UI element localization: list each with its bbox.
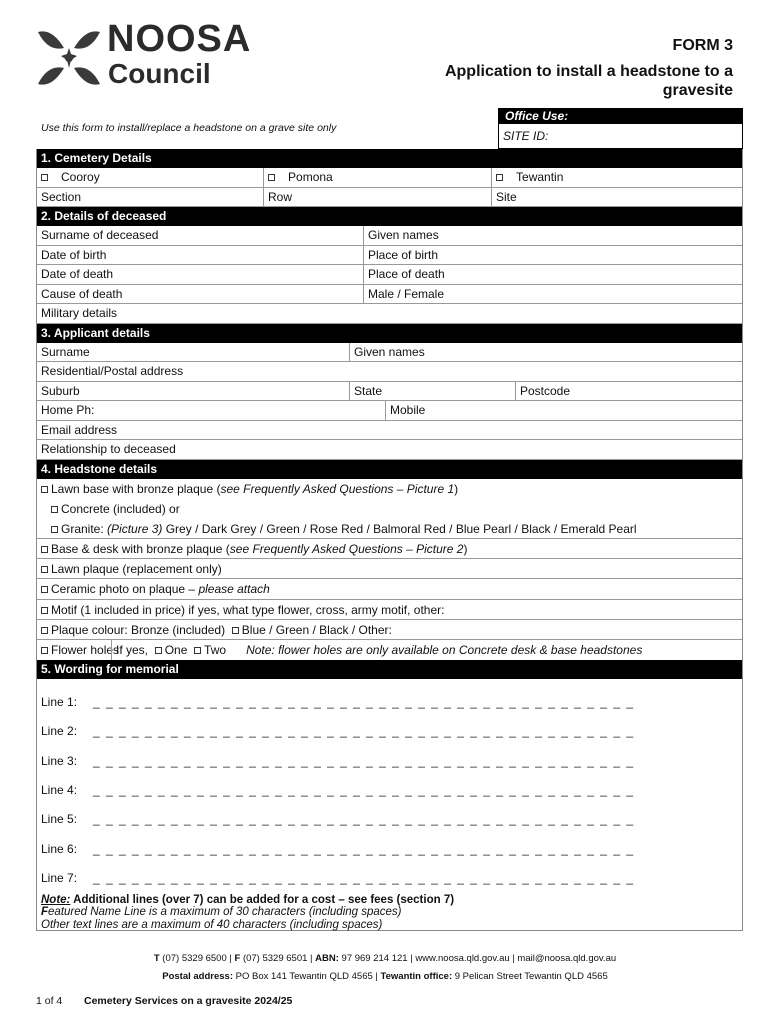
relationship-field[interactable]: Relationship to deceased bbox=[41, 442, 176, 456]
section-field[interactable]: Section bbox=[41, 189, 82, 204]
line-label: Line 7: bbox=[41, 871, 78, 886]
applicant-phone-row bbox=[37, 401, 742, 421]
form-title: Application to install a headstone to a gravesite bbox=[444, 63, 733, 99]
base-desk-row[interactable] bbox=[37, 539, 742, 559]
granite-row[interactable] bbox=[37, 519, 742, 539]
deceased-name-row bbox=[37, 226, 742, 246]
line-blank[interactable]: _ _ _ _ _ _ _ _ _ _ _ _ _ _ _ _ _ _ _ _ _ _ _ _ _ _ _ _ _ _ _ _ _ _ _ _ _ _ _ _ _ _ bbox=[93, 694, 635, 709]
colour-options: Blue / Green / Black / Other: bbox=[241, 622, 392, 637]
checkbox-icon[interactable] bbox=[41, 486, 48, 493]
phone-number: (07) 5329 6500 | bbox=[159, 953, 235, 964]
lawn-reference: see Frequently Asked Questions – Picture 1 bbox=[220, 481, 455, 496]
applicant-relationship-row bbox=[37, 440, 742, 460]
office-label: Tewantin office: bbox=[380, 971, 453, 982]
motif-row[interactable] bbox=[37, 600, 742, 620]
applicant-suburb-row bbox=[37, 382, 742, 402]
ceramic-instruction: please attach bbox=[198, 582, 270, 597]
granite-reference: (Picture 3) bbox=[107, 521, 163, 536]
line-blank[interactable]: _ _ _ _ _ _ _ _ _ _ _ _ _ _ _ _ _ _ _ _ _ _ _ _ _ _ _ _ _ _ _ _ _ _ _ _ _ _ _ _ _ _ bbox=[93, 812, 635, 827]
contact-footer bbox=[0, 953, 770, 964]
deceased-cause-row bbox=[37, 285, 742, 305]
concrete-label: Concrete (included) or bbox=[61, 501, 180, 516]
line-blank[interactable]: _ _ _ _ _ _ _ _ _ _ _ _ _ _ _ _ _ _ _ _ _ _ _ _ _ _ _ _ _ _ _ _ _ _ _ _ _ _ _ _ _ _ bbox=[93, 753, 635, 768]
line-label: Line 6: bbox=[41, 841, 78, 856]
suburb-field[interactable]: Suburb bbox=[41, 383, 80, 398]
section-deceased-heading: 2. Details of deceased bbox=[37, 207, 742, 226]
wording-line[interactable] bbox=[41, 805, 742, 834]
wording-line[interactable] bbox=[41, 864, 742, 893]
section-wording-heading: 5. Wording for memorial bbox=[37, 660, 742, 679]
row-field[interactable]: Row bbox=[263, 188, 491, 207]
checkbox-icon[interactable] bbox=[51, 506, 58, 513]
checkbox-icon[interactable] bbox=[41, 607, 48, 614]
usage-note: Use this form to install/replace a headstone on a grave site only bbox=[41, 122, 337, 134]
logo-text-council: Council bbox=[108, 58, 211, 89]
checkbox-icon[interactable] bbox=[41, 627, 48, 634]
site-id-field[interactable]: SITE ID: bbox=[503, 129, 549, 143]
checkbox-icon[interactable] bbox=[41, 546, 48, 553]
concrete-row[interactable] bbox=[37, 499, 742, 519]
applicant-surname-field[interactable]: Surname bbox=[41, 344, 90, 359]
desk-reference: see Frequently Asked Questions – Picture 2 bbox=[229, 542, 464, 557]
flower-note: Note: flower holes are only available on Concrete desk & base headstones bbox=[246, 643, 643, 657]
line-label: Line 4: bbox=[41, 783, 78, 798]
line-label: Line 1: bbox=[41, 694, 78, 709]
featured-text: eatured Name Line is a maximum of 30 characters (including spaces) bbox=[48, 905, 402, 918]
page-number: 1 of 4 bbox=[36, 995, 63, 1007]
line-blank[interactable]: _ _ _ _ _ _ _ _ _ _ _ _ _ _ _ _ _ _ _ _ _ _ _ _ _ _ _ _ _ _ _ _ _ _ _ _ _ _ _ _ _ _ bbox=[93, 724, 635, 739]
deceased-surname-field[interactable]: Surname of deceased bbox=[41, 228, 159, 242]
other-lines-note: Other text lines are a maximum of 40 characters (including spaces) bbox=[41, 918, 383, 931]
fax-label: F bbox=[234, 953, 241, 964]
checkbox-icon[interactable] bbox=[496, 174, 503, 181]
additional-lines-note bbox=[41, 894, 742, 906]
lawn-label: Lawn base with bronze plaque ( bbox=[51, 481, 221, 496]
line-blank[interactable]: _ _ _ _ _ _ _ _ _ _ _ _ _ _ _ _ _ _ _ _ _ _ _ _ _ _ _ _ _ _ _ _ _ _ _ _ _ _ _ _ _ _ bbox=[93, 783, 635, 798]
military-details-field[interactable]: Military details bbox=[41, 306, 118, 320]
abn-and-contacts: 97 969 214 121 | www.noosa.qld.gov.au | mail@noosa.qld.gov.au bbox=[338, 953, 617, 964]
flower-holes-row bbox=[37, 640, 742, 660]
option-cooroy[interactable] bbox=[37, 168, 263, 187]
checkbox-icon[interactable] bbox=[41, 647, 48, 654]
state-field[interactable]: State bbox=[349, 382, 515, 401]
applicant-name-row bbox=[37, 343, 742, 363]
office-address: 9 Pelican Street Tewantin QLD 4565 bbox=[452, 971, 608, 982]
section-applicant-heading: 3. Applicant details bbox=[37, 324, 742, 343]
deceased-birth-row bbox=[37, 246, 742, 266]
flower-holes-option[interactable] bbox=[37, 640, 120, 660]
checkbox-icon[interactable] bbox=[155, 647, 162, 654]
address-footer bbox=[0, 971, 770, 982]
email-field[interactable]: Email address bbox=[41, 422, 118, 437]
site-field[interactable]: Site bbox=[491, 188, 742, 207]
desk-label-end: ) bbox=[463, 542, 468, 557]
lawn-plaque-row[interactable] bbox=[37, 559, 742, 579]
option-label: Cooroy bbox=[61, 170, 100, 184]
featured-line-note bbox=[41, 906, 742, 919]
checkbox-icon[interactable] bbox=[41, 586, 48, 593]
phone-label: T bbox=[153, 953, 160, 964]
line-blank[interactable]: _ _ _ _ _ _ _ _ _ _ _ _ _ _ _ _ _ _ _ _ _ _ _ _ _ _ _ _ _ _ _ _ _ _ _ _ _ _ _ _ _ _ bbox=[93, 871, 635, 886]
wording-line[interactable] bbox=[41, 717, 742, 746]
home-phone-field[interactable]: Home Ph: bbox=[41, 403, 95, 417]
fax-number: (07) 5329 6501 | bbox=[240, 953, 316, 964]
flower-count-options bbox=[111, 640, 742, 660]
line-label: Line 3: bbox=[41, 753, 78, 768]
two-label: Two bbox=[204, 643, 227, 657]
option-pomona[interactable] bbox=[263, 168, 491, 187]
checkbox-icon[interactable] bbox=[41, 174, 48, 181]
replacement-label: Lawn plaque (replacement only) bbox=[51, 562, 222, 577]
deceased-military-row bbox=[37, 304, 742, 324]
wording-line[interactable] bbox=[41, 746, 742, 775]
office-use-heading: Office Use: bbox=[499, 109, 742, 124]
note-text: Additional lines (over 7) can be added for a cost – see fees (section 7) bbox=[70, 893, 455, 906]
cemetery-options-row bbox=[37, 168, 742, 188]
applicant-address-row bbox=[37, 362, 742, 382]
checkbox-icon[interactable] bbox=[41, 566, 48, 573]
wording-line[interactable] bbox=[41, 775, 742, 804]
address-field[interactable]: Residential/Postal address bbox=[41, 364, 184, 378]
mobile-field[interactable]: Mobile bbox=[385, 401, 742, 420]
checkbox-icon[interactable] bbox=[232, 627, 239, 634]
desk-label: Base & desk with bronze plaque ( bbox=[51, 542, 230, 557]
place-of-birth-field[interactable]: Place of birth bbox=[363, 246, 742, 265]
date-of-birth-field[interactable]: Date of birth bbox=[41, 247, 107, 262]
place-of-death-field[interactable]: Place of death bbox=[363, 265, 742, 284]
wording-line[interactable] bbox=[41, 687, 742, 716]
postcode-field[interactable]: Postcode bbox=[515, 382, 742, 401]
cause-of-death-field[interactable]: Cause of death bbox=[41, 286, 123, 301]
option-label: Tewantin bbox=[516, 170, 564, 184]
section-headstone-heading: 4. Headstone details bbox=[37, 460, 742, 479]
granite-colours: Grey / Dark Grey / Green / Rose Red / Balmoral Red / Blue Pearl / Black / Emerald Pearl bbox=[162, 521, 637, 536]
logo-text-noosa: NOOSA bbox=[107, 18, 252, 60]
plaque-colour-row[interactable] bbox=[37, 620, 742, 640]
date-of-death-field[interactable]: Date of death bbox=[41, 267, 114, 281]
office-use-box bbox=[498, 108, 743, 149]
checkbox-icon[interactable] bbox=[194, 647, 201, 654]
sex-field[interactable]: Male / Female bbox=[363, 285, 742, 304]
note-lead: Note: bbox=[41, 893, 71, 906]
featured-initial: F bbox=[41, 905, 49, 918]
applicant-email-row bbox=[37, 421, 742, 441]
page-header bbox=[0, 0, 770, 112]
application-form bbox=[36, 149, 743, 931]
ceramic-label: Ceramic photo on plaque – bbox=[51, 582, 199, 597]
option-label: Pomona bbox=[288, 170, 333, 184]
wording-line[interactable] bbox=[41, 834, 742, 863]
lawn-base-row[interactable] bbox=[37, 479, 742, 499]
grave-location-row bbox=[37, 188, 742, 208]
form-number: FORM 3 bbox=[672, 37, 733, 54]
deceased-given-names-field[interactable]: Given names bbox=[363, 226, 742, 245]
postal-label: Postal address: bbox=[162, 971, 233, 982]
deceased-death-row bbox=[37, 265, 742, 285]
one-label: One bbox=[164, 643, 191, 657]
flower-label: Flower holes bbox=[51, 643, 120, 657]
applicant-given-names-field[interactable]: Given names bbox=[349, 343, 742, 362]
noosa-logo-icon bbox=[34, 26, 104, 90]
checkbox-icon[interactable] bbox=[51, 526, 58, 533]
checkbox-icon[interactable] bbox=[268, 174, 275, 181]
colour-label: Plaque colour: Bronze (included) bbox=[51, 622, 229, 637]
lawn-label-end: ) bbox=[454, 481, 459, 496]
ifyes-label: If yes, bbox=[116, 643, 152, 657]
section-cemetery-details-heading: 1. Cemetery Details bbox=[37, 149, 742, 168]
option-tewantin[interactable] bbox=[491, 168, 742, 187]
line-blank[interactable]: _ _ _ _ _ _ _ _ _ _ _ _ _ _ _ _ _ _ _ _ _ _ _ _ _ _ _ _ _ _ _ _ _ _ _ _ _ _ _ _ _ _ bbox=[93, 841, 635, 856]
abn-label: ABN: bbox=[315, 953, 339, 964]
granite-label: Granite: bbox=[61, 521, 108, 536]
line-label: Line 2: bbox=[41, 724, 78, 739]
postal-address: PO Box 141 Tewantin QLD 4565 | bbox=[232, 971, 381, 982]
line-label: Line 5: bbox=[41, 812, 78, 827]
document-title: Cemetery Services on a gravesite 2024/25 bbox=[84, 995, 293, 1007]
ceramic-photo-row[interactable] bbox=[37, 579, 742, 599]
motif-label: Motif (1 included in price) if yes, what type flower, cross, army motif, other: bbox=[51, 602, 445, 617]
wording-area bbox=[37, 679, 742, 931]
